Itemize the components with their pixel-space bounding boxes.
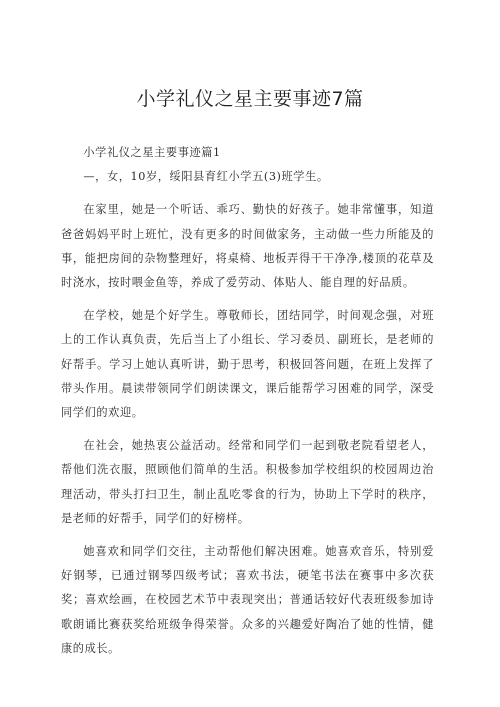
section-heading: 小学礼仪之星主要事迹篇1	[83, 146, 221, 159]
document-body	[61, 141, 434, 670]
document-title: 小学礼仪之星主要事迹7篇	[136, 88, 364, 110]
paragraph-home: 在家里，她是一个听话、乖巧、勤快的好孩子。她非常懂事，知道爸爸妈妈平时上班忙，没有更多的时间做家务，主动做一些力所能及的事，能把房间的杂物整理好，将桌椅、地板弄得干干净净,楼顶的花草及时浇水，按时喂金鱼等，养成了爱劳动、体贴人、能自理的好品质。	[61, 203, 434, 290]
intro-paragraph: —，女，10岁，绥阳县育红小学五(3)班学生。	[83, 170, 329, 184]
paragraph-school: 在学校，她是个好学生。尊敬师长，团结同学，时间观念强，对班上的工作认真负责，先后当上了小组长、学习委员、副班长，是老师的好帮手。学习上她认真听讲，勤于思考，积极回答问题，在班上发挥了带头作用。晨读带领同学们朗读课文，课后能帮学习困难的同学，深受同学们的欢迎。	[61, 309, 434, 420]
paragraph-society: 在社会，她热衷公益活动。经常和同学们一起到敬老院看望老人，帮他们洗衣服，照顾他们简单的生活。积极参加学校组织的校园周边治理活动，带头打扫卫生，制止乱吃零食的行为，协助上下学时的秩序，是老师的好帮手，同学们的好榜样。	[61, 439, 434, 525]
paragraph-hobbies: 她喜欢和同学们交往，主动帮他们解决困难。她喜欢音乐，特别爱好钢琴，已通过钢琴四级考试；喜欢书法，硬笔书法在赛事中多次获奖；喜欢绘画，在校园艺术节中表现突出；普通话较好代表班级参加诗歌朗诵比赛获奖给班级争得荣誉。众多的兴趣爱好陶冶了她的性情，健康的成长。	[61, 545, 434, 655]
